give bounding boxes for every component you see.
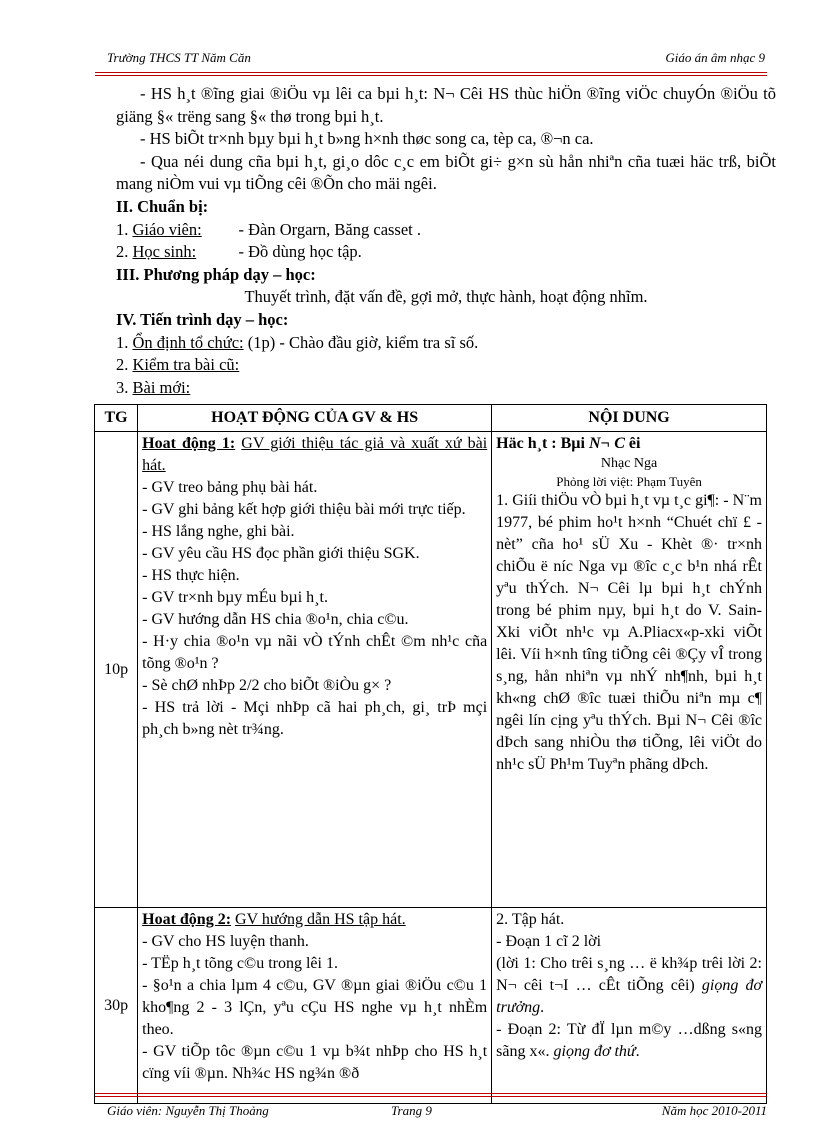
practice-line: - Đoạn 2: Từ đÏ lµn m©y …dßng s«ng sãng x«. giọng đơ thứ.: [496, 1021, 762, 1060]
page-number: Trang 9: [391, 1103, 432, 1118]
activity-cell: [138, 432, 492, 908]
activity-title: Hoat động 2: GV hướng dẫn HS tập hát.: [142, 911, 406, 928]
list-item: - GV tr×nh bµy mÉu bµi h¸t.: [142, 589, 328, 606]
content-cell: [492, 432, 767, 908]
page-header: [95, 50, 765, 72]
list-item: - HS thực hiện.: [142, 567, 240, 584]
col-header-activity: HOẠT ĐỘNG CỦA GV & HS: [138, 405, 492, 432]
section-2-title: II. Chuẩn bị:: [116, 196, 209, 216]
lesson-body: [116, 83, 776, 399]
step-2: 2. Kiểm tra bài cũ:: [116, 355, 240, 375]
footer-rule: [95, 1093, 767, 1094]
list-item: - §o¹n a chia lµm 4 c©u, GV ®µn giai ®iÖu c©u 1 kho¶ng 2 - 3 lÇn, yªu cÇu HS nghe vµ h¸t nhÈm theo.: [142, 977, 488, 1038]
footer-rule-2: [95, 1096, 767, 1097]
list-item: - GV yêu cầu HS đọc phần giới thiệu SGK.: [142, 545, 420, 562]
prep-teacher: 1. Giáo viên: - Đàn Orgarn, Băng casset .: [116, 219, 422, 239]
list-item: - H·y chia ®o¹n vµ nãi vÒ tÝnh chÊt ©m nh¹c cña tõng ®o¹n ?: [142, 633, 488, 672]
step-1: 1. Ổn định tổ chức: (1p) - Chào đầu giờ, kiểm tra sĩ số.: [116, 332, 479, 352]
practice-line: - Đoạn 1 cĩ 2 lời: [496, 933, 602, 950]
section-4-title: IV. Tiến trình dạy – học:: [116, 309, 289, 329]
col-header-tg: TG: [95, 405, 138, 432]
school-name: Trường THCS TT Năm Căn: [107, 50, 251, 65]
practice-line: (lời 1: Cho trêi s¸ng … ë kh¾p trêi lời 2: N¬ cêi t¬I … cÊt tiÕng cêi) giọng đơ trưởng.: [496, 955, 763, 1016]
table-row: [95, 908, 767, 1104]
school-year: Năm học 2010-2011: [661, 1103, 767, 1118]
table-header-row: [95, 405, 767, 432]
header-rule: [95, 72, 767, 73]
teacher-name: Giáo viên: Nguyễn Thị Thoảng: [107, 1103, 269, 1118]
document-title: Giáo án âm nhạc 9: [665, 50, 765, 65]
list-item: - GV treo bảng phụ bài hát.: [142, 479, 318, 496]
table-row: [95, 432, 767, 908]
song-intro: 1. Giíi thiÖu vÒ bµi h¸t vµ t¸c gi¶: - N¨m 1977, bé phim ho¹t h×nh “Chuét chï £ - nèt” cña ho¹ sÜ Xu - Khèt ®· tr×nh chiÕu ë níc Nga vµ ®îc c¸c b¹n nhá rÊt yªu thÝch. N¬ Cêi lµ bµi h¸t chÝnh trong bé phim nµy, bµi h¸t do V. Sain-Xki viÕt nh¹c vµ A.Pliacx«p-xki viÕt lêi. Víi h×nh tîng tiÕng cêi ®Çy vÎ trong s¸ng, hån nhiªn vµ nhÝ nh¶nh, bµi h¸t kh«ng chØ ®îc tuæi thiÕu niªn mµ c¶ ngêi lín cịng yªu thÝch. Bµi N¬ Cêi ®îc dÞch sang nhiÒu thø tiÕng, lêi viÖt do nh¹c sÜ Ph¹m Tuyªn phãng dÞch.: [496, 492, 762, 773]
method-text: Thuyết trình, đặt vấn đề, gợi mở, thực hành, hoạt động nhĩm.: [244, 287, 648, 307]
list-item: - TËp h¸t tõng c©u trong lêi 1.: [142, 955, 338, 972]
header-rule-2: [95, 75, 767, 76]
list-item: - GV ghi bảng kết hợp giới thiệu bài mới trực tiếp.: [142, 501, 466, 518]
list-item: - Sè chØ nhÞp 2/2 cho biÕt ®iÒu g× ?: [142, 677, 392, 694]
time-cell: 10p: [95, 432, 138, 908]
prep-student: 2. Học sinh: - Đồ dùng học tập.: [116, 242, 362, 262]
song-title: Häc h¸t : Bµi N¬ C êi: [496, 435, 641, 452]
lesson-table: [94, 404, 767, 1104]
content-cell: [492, 908, 767, 1104]
time-cell: 30p: [95, 908, 138, 1104]
list-item: - GV hướng dẫn HS chia ®o¹n, chia c©u.: [142, 611, 409, 628]
activity-cell: [138, 908, 492, 1104]
list-item: - GV cho HS luyện thanh.: [142, 933, 309, 950]
list-item: - GV tiÕp tôc ®µn c©u 1 vµ b¾t nhÞp cho HS h¸t cïng víi ®µn. Nh¾c HS ng¾n ®ð: [142, 1043, 488, 1082]
music-credit: Nhạc Nga: [600, 456, 658, 471]
intro-line: - HS h¸t ®ĩng giai ®iÖu vµ lêi ca bµi h¸t: N¬ Cêi HS thùc hiÖn ®ĩng viÖc chuyÓn ®iÖu tõ giäng §« trëng sang §« thø trong bµi h¸t.: [116, 84, 776, 126]
intro-line: - HS biÕt tr×nh bµy bµi h¸t b»ng h×nh thøc song ca, tèp ca, ®¬n ca.: [140, 129, 594, 149]
section-3-title: III. Phương pháp dạy – học:: [116, 264, 316, 284]
intro-line: - Qua néi dung cña bµi h¸t, gi¸o dôc c¸c em biÕt gi÷ g×n sù hån nhiªn cña tuæi häc trß, biÕt mang niÒm vui vµ tiÕng cêi ®Õn cho mäi ngêi.: [116, 151, 776, 194]
activity-title: Hoat động 1: GV giới thiệu tác giả và xuất xứ bài hát.: [142, 435, 488, 474]
list-item: - HS trả lời - Mçi nhÞp cã hai ph¸ch, gi¸ trÞ mçi ph¸ch b»ng nèt tr¾ng.: [142, 699, 488, 738]
list-item: - HS lắng nghe, ghi bài.: [142, 523, 295, 540]
practice-title: 2. Tập hát.: [496, 911, 565, 928]
step-3: 3. Bài mới:: [116, 377, 191, 397]
lyrics-credit: Phỏng lời việt: Phạm Tuyên: [556, 474, 702, 489]
col-header-content: NỘI DUNG: [492, 405, 767, 432]
